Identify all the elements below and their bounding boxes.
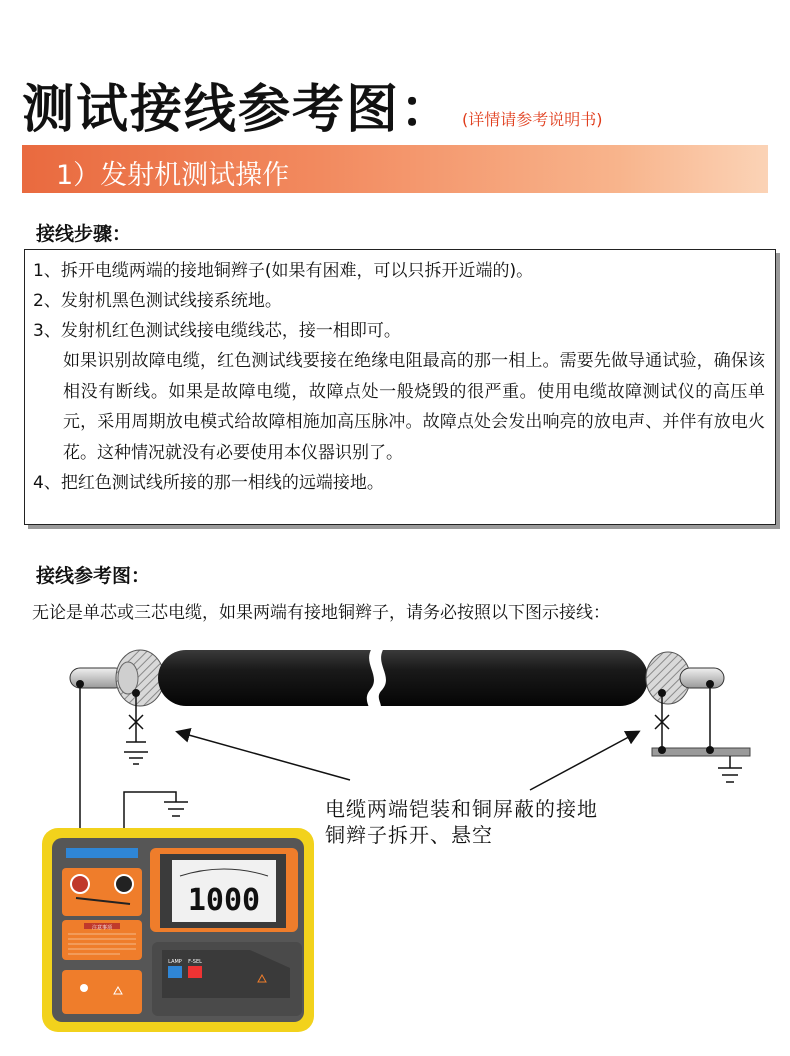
copper-shield-left — [116, 650, 164, 706]
section-banner-label: 1）发射机测试操作 — [56, 160, 290, 191]
device-panel-title: 注意事项 — [91, 925, 113, 931]
step-2: 2、发射机黑色测试线接系统地。 — [33, 291, 282, 311]
caption-line-2: 铜辫子拆开、悬空 — [325, 823, 493, 847]
arrow-right — [530, 732, 638, 790]
cable-core-right — [680, 668, 724, 688]
steps-heading: 接线步骤： — [36, 223, 132, 245]
step-4: 4、把红色测试线所接的那一相线的远端接地。 — [33, 473, 384, 493]
caption-line-1: 电缆两端铠装和铜屏蔽的接地 — [325, 797, 598, 821]
title-main: 测试接线参考图： — [22, 80, 455, 140]
cable-body — [158, 648, 648, 710]
device-key-label: F-SEL — [188, 959, 202, 965]
title-note: (详情请参考说明书) — [462, 110, 603, 129]
step-1: 1、拆开电缆两端的接地铜辫子(如果有困难，可以只拆开近端的)。 — [33, 261, 534, 281]
step-3: 3、发射机红色测试线接电缆线芯，接一相即可。 — [33, 321, 401, 341]
device-display-value: 1000 — [187, 883, 261, 918]
device-lamp-label: LAMP — [168, 959, 182, 965]
diagram-intro: 无论是单芯或三芯电缆，如果两端有接地铜辫子，请务必按照以下图示接线： — [32, 603, 610, 623]
step-3-detail: 如果识别故障电缆，红色测试线要接在绝缘电阻最高的那一相上。需要先做导通试验，确保该相没有断线。如果是故障电缆，故障点处一般烧毁的很严重。使用电缆故障测试仪的高压单元，采用周期放电模式给故障相施加高压脉冲。故障点处会发出响亮的放电声、并伴有放电火花。这种情况就没有必要使用本仪器识别了。 — [63, 351, 765, 463]
diagram-heading: 接线参考图： — [36, 565, 151, 587]
arrow-left — [178, 732, 350, 780]
transmitter-device — [42, 828, 314, 1032]
